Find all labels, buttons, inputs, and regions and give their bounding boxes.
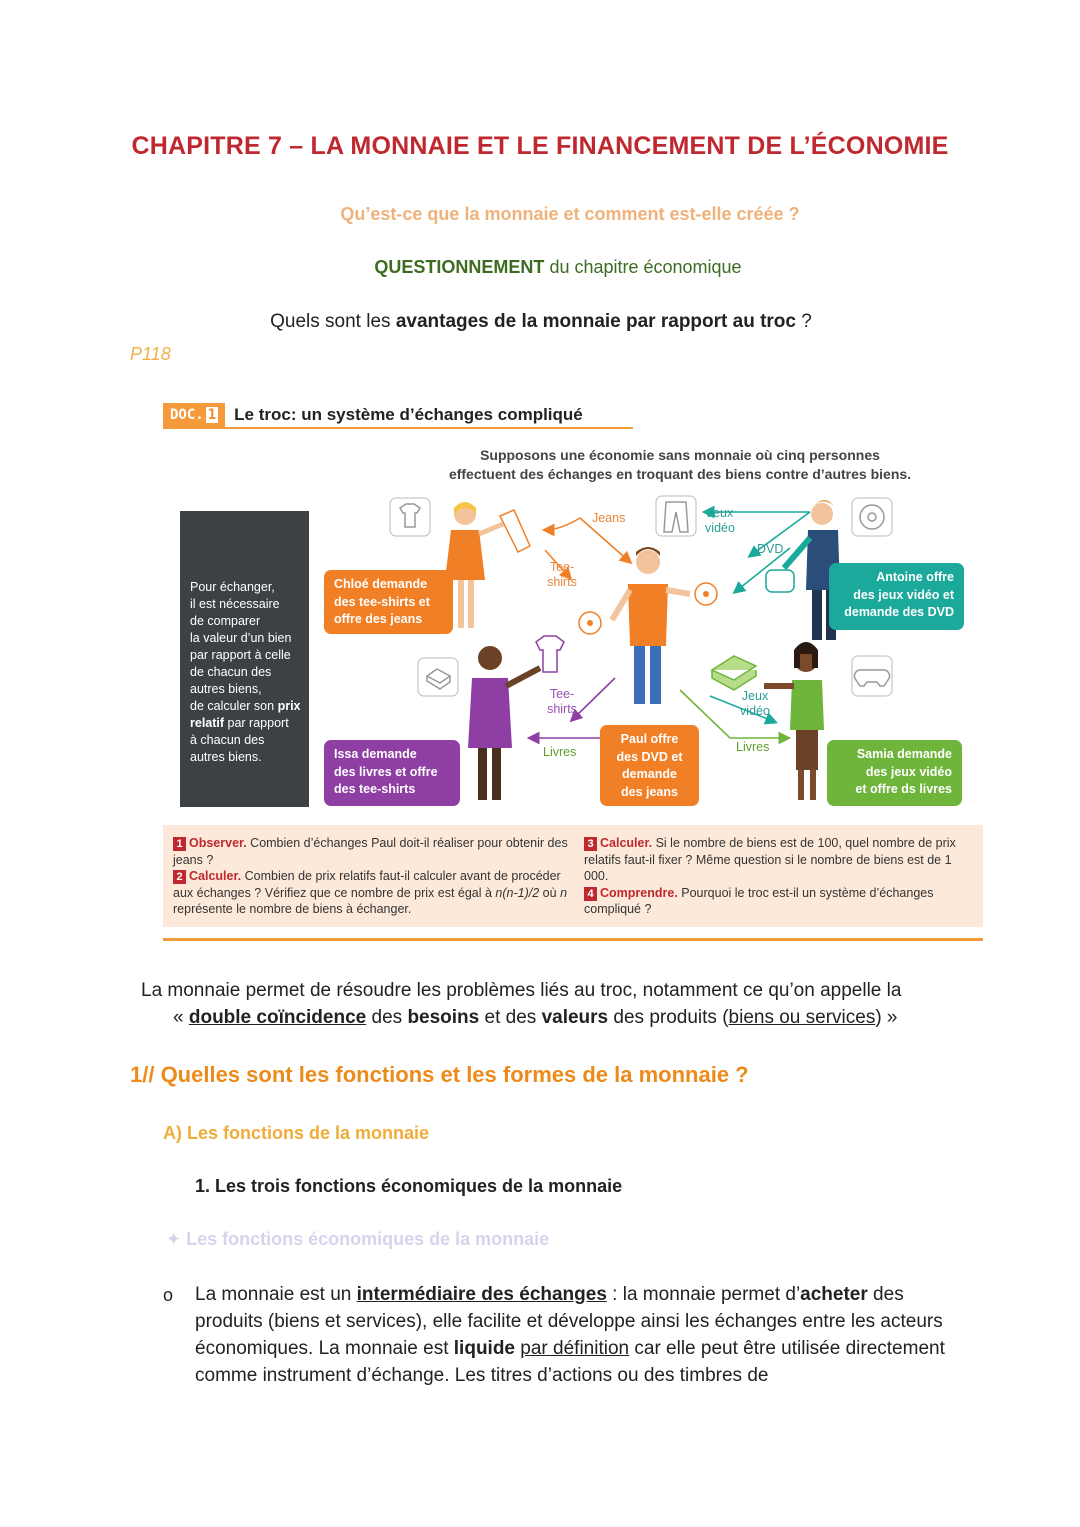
doc-intro: Supposons une économie sans monnaie où cinq personnes effectuent des échanges en troquant des biens contre d’autres biens. [448, 447, 912, 482]
issa-figure [468, 636, 564, 800]
side-note: Pour échanger, il est nécessaire de comparer la valeur d’un bien par rapport à celle de chacun des autres biens, de calculer son prix relatif par rapport à chacun des autres biens. [190, 580, 301, 764]
page-reference: P118 [130, 344, 171, 364]
label-teeshirts-2: Tee- shirts [547, 687, 577, 716]
section-a-heading: A) Les fonctions de la monnaie [163, 1123, 430, 1143]
label-jeux-video-2: Jeux vidéo [740, 689, 770, 718]
book-icon [418, 658, 458, 696]
sub-question: Qu’est-ce que la monnaie et comment est-elle créée ? [340, 204, 800, 224]
doc-tag: DOC. 1 [163, 403, 225, 427]
doc-title-rule [163, 427, 633, 429]
samia-figure [712, 642, 824, 800]
label-jeux-video-1: Jeux vidéo [705, 506, 735, 535]
main-question: Quels sont les avantages de la monnaie par rapport au troc ? [270, 311, 812, 332]
jeans-icon [656, 496, 696, 536]
paul-figure [579, 547, 717, 704]
teeshirt-icon [390, 498, 430, 536]
doc-bottom-rule [163, 938, 983, 941]
question-1: 1 Observer. Combien d’échanges Paul doit-il réaliser pour obtenir des jeans ? [173, 836, 568, 867]
dvd-icon [852, 498, 892, 536]
chloe-bubble: Chloé demande des tee-shirts et offre des jeans [324, 570, 453, 634]
questions-left [173, 835, 568, 918]
section-1-heading: 1// Quelles sont les fonctions et les formes de la monnaie ? [130, 1062, 749, 1087]
bullet-paragraph: La monnaie est un intermédiaire des échanges : la monnaie permet d’acheter des produits (biens et services), elle facilite et développe ainsi les échanges entre les acteurs économiques. La monnaie est liquide par définition car elle peut être utilisée directement comme instrument d’échange. Les titres d’actions ou des timbres de [195, 1284, 945, 1386]
antoine-bubble: Antoine offre des jeux vidéo et demande des DVD [829, 563, 964, 630]
faded-heading: ✦ Les fonctions économiques de la monnaie [166, 1229, 550, 1249]
gamepad-icon [852, 656, 892, 696]
label-livres-1: Livres [543, 745, 577, 759]
paul-bubble: Paul offre des DVD et demande des jeans [600, 725, 699, 806]
question-4: 4 Comprendre. Pourquoi le troc est-il un système d’échanges compliqué ? [584, 885, 934, 916]
questions-right [584, 835, 976, 918]
bullet-marker: o [163, 1285, 174, 1305]
section-1-1-heading: 1. Les trois fonctions économiques de la monnaie [195, 1176, 623, 1196]
chloe-figure [445, 502, 530, 628]
label-teeshirts-1: Tee- shirts [547, 560, 577, 589]
label-livres-2: Livres [736, 740, 770, 754]
label-jeans: Jeans [592, 511, 626, 525]
questionnement-heading: QUESTIONNEMENT du chapitre économique [374, 257, 742, 277]
chapter-title: CHAPITRE 7 – LA MONNAIE ET LE FINANCEMENT DE L’ÉCONOMIE [131, 132, 949, 160]
samia-bubble: Samia demande des jeux vidéo et offre ds livres [827, 740, 962, 806]
doc-title: Le troc: un système d’échanges compliqué [234, 405, 583, 424]
troc-paragraph: La monnaie permet de résoudre les problèmes liés au troc, notamment ce qu’on appelle la « double coïncidence des besoins et des valeurs des produits (biens ou services) » [141, 980, 902, 1028]
question-2: 2 Calculer. Combien de prix relatifs faut-il calculer avant de procéder aux échanges ? Vérifiez que ce nombre de prix est égal à n(n-1)/2 où n représente le nombre de biens à échanger. [173, 869, 568, 916]
label-dvd: DVD [757, 542, 784, 556]
issa-bubble: Issa demande des livres et offre des tee-shirts [324, 740, 460, 806]
question-3: 3 Calculer. Si le nombre de biens est de 100, quel nombre de prix relatifs faut-il fixer ? Même question si le nombre de biens est de 1 000. [584, 836, 956, 883]
doc-header [163, 403, 583, 427]
